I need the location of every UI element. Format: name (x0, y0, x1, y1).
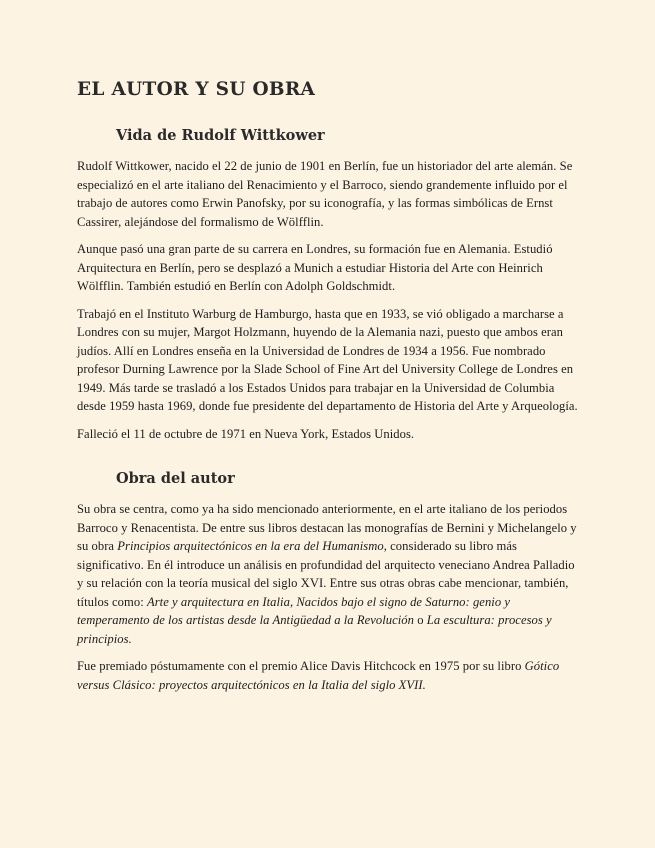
document-title: EL AUTOR Y SU OBRA (77, 79, 316, 100)
section-obra (77, 469, 579, 694)
text-run: , considerado su libro más significativo. En él introduce un análisis en profundidad del arquitecto veneciano Andrea Palladio y su relación con la teoría musical del siglo XVI. Entre sus otras obras cabe mencionar, también, títulos como: (77, 539, 575, 609)
text-run: Su obra se centra, como ya ha sido mencionado anteriormente, en el arte italiano de los periodos Barroco y Renacentista. De entre sus libros destacan las monografías de Bernini y Michelangelo y su obra (77, 502, 577, 553)
section-heading-obra: Obra del autor (116, 470, 235, 487)
text-run: o (414, 613, 427, 627)
paragraph-award (77, 657, 579, 694)
paragraph-death: Falleció el 11 de octubre de 1971 en Nueva York, Estados Unidos. (77, 426, 415, 441)
book-title-gotico: Gótico versus Clásico: proyectos arquitectónicos en la Italia del siglo XVII. (77, 659, 560, 692)
document-page (77, 78, 579, 703)
text-run: Fue premiado póstumamente con el premio Alice Davis Hitchcock en 1975 por su libro (77, 659, 525, 673)
book-titles-list: Arte y arquitectura en Italia, Nacidos bajo el signo de Saturno: genio y temperamento de los artistas desde la Antigüedad a la Revolución (77, 594, 511, 627)
paragraph-birth: Rudolf Wittkower, nacido el 22 de junio de 1901 en Berlín, fue un historiador del arte alemán. Se especializó en el arte italiano del Renacimiento y el Barroco, siendo grandemente influido por el trabajo de autores como Erwin Panofsky, por su iconografía, y las formas simbólicas de Ernst Cassirer, alejándose del formalismo de Wölfflin. (77, 159, 573, 229)
section-heading-vida: Vida de Rudolf Wittkower (116, 127, 325, 144)
book-title-principios: Principios arquitectónicos en la era del Humanismo (117, 539, 384, 553)
paragraph-career: Trabajó en el Instituto Warburg de Hamburgo, hasta que en 1933, se vió obligado a marcharse a Londres con su mujer, Margot Holzmann, huyendo de la Alemania nazi, puesto que ambos eran judíos. Allí en Londres enseña en la Universidad de Londres de 1934 a 1956. Fue nombrado profesor Durning Lawrence por la Slade School of Fine Art del University College de Londres en 1949. Más tarde se trasladó a los Estados Unidos para trabajar en la Universidad de Columbia desde 1959 hasta 1969, donde fue presidente del departamento de Historia del Arte y Arqueología. (77, 306, 578, 413)
section-vida (77, 126, 579, 443)
book-title-escultura: La escultura: procesos y principios. (77, 613, 552, 646)
paragraph-works (77, 500, 579, 648)
paragraph-education: Aunque pasó una gran parte de su carrera en Londres, su formación fue en Alemania. Estudió Arquitectura en Berlín, pero se desplazó a Munich a estudiar Historia del Arte con Heinrich Wölfflin. También estudió en Berlín con Adolph Goldschmidt. (77, 242, 553, 293)
